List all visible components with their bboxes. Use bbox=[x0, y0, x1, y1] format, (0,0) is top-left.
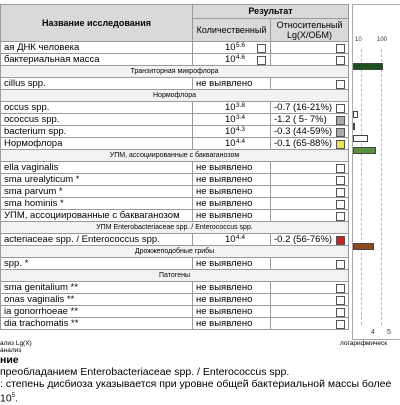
rel-cell bbox=[271, 114, 349, 126]
test-name: sma genitalium ** bbox=[1, 282, 193, 294]
section-row bbox=[1, 66, 349, 78]
quant-cell bbox=[193, 282, 271, 294]
table-row bbox=[1, 306, 349, 318]
quant-value: не выявлено bbox=[196, 186, 253, 197]
test-name: onas vaginalis ** bbox=[1, 294, 193, 306]
table-row bbox=[1, 78, 349, 90]
quant-cell bbox=[193, 318, 271, 330]
test-name: ая ДНК человека bbox=[1, 42, 193, 54]
quant-value: 10 bbox=[225, 114, 236, 125]
quant-cell bbox=[193, 114, 271, 126]
quant-value: 10 bbox=[225, 102, 236, 113]
rel-marker bbox=[336, 116, 345, 125]
rel-cell bbox=[271, 306, 349, 318]
section-row bbox=[1, 150, 349, 162]
rel-marker bbox=[336, 212, 345, 221]
rel-marker bbox=[336, 80, 345, 89]
quant-exponent: 4.3 bbox=[236, 126, 246, 133]
quant-value: 10 bbox=[225, 234, 236, 245]
quant-value: не выявлено bbox=[196, 78, 253, 89]
table-row bbox=[1, 234, 349, 246]
note-dysbiosis-end: . bbox=[15, 392, 18, 405]
test-name: ella vaginalis bbox=[1, 162, 193, 174]
quant-cell bbox=[193, 294, 271, 306]
log-chart bbox=[352, 4, 400, 340]
rel-marker bbox=[336, 164, 345, 173]
test-name: бактериальная масса bbox=[1, 54, 193, 66]
table-row bbox=[1, 114, 349, 126]
table-row bbox=[1, 126, 349, 138]
rel-marker bbox=[336, 320, 345, 329]
axis-tick-4: 4 bbox=[371, 329, 375, 336]
table-row bbox=[1, 174, 349, 186]
test-name: sma parvum * bbox=[1, 186, 193, 198]
rel-cell bbox=[271, 258, 349, 270]
section-label: Патогены bbox=[1, 270, 349, 282]
rel-cell bbox=[271, 126, 349, 138]
rel-cell bbox=[271, 294, 349, 306]
quant-marker bbox=[257, 44, 266, 53]
rel-cell bbox=[271, 54, 349, 66]
rel-marker bbox=[336, 44, 345, 53]
rel-value: -0.1 (65-88%) bbox=[274, 138, 333, 149]
rel-cell bbox=[271, 138, 349, 150]
section-row bbox=[1, 222, 349, 234]
quant-value: не выявлено bbox=[196, 198, 253, 209]
rel-marker bbox=[336, 236, 345, 245]
table-row bbox=[1, 102, 349, 114]
note-legend-line: ализ Lg(X) bbox=[0, 340, 32, 347]
quant-cell bbox=[193, 78, 271, 90]
quant-value: не выявлено bbox=[196, 306, 253, 317]
rel-cell bbox=[271, 174, 349, 186]
gridline-10 bbox=[361, 49, 362, 325]
quant-cell bbox=[193, 138, 271, 150]
table-row bbox=[1, 162, 349, 174]
rel-marker bbox=[336, 176, 345, 185]
rel-cell bbox=[271, 318, 349, 330]
note-conclusion: преобладанием Enterobacteriaceae spp. / Enterococcus spp. bbox=[0, 366, 290, 378]
note-dysbiosis-text: : степень дисбиоза указывается при уровне общей бактериальной массы более 10 bbox=[0, 378, 392, 405]
rel-value: -1.2 ( 5- 7%) bbox=[274, 114, 327, 125]
quant-cell bbox=[193, 198, 271, 210]
quant-value: не выявлено bbox=[196, 210, 253, 221]
chart-bar bbox=[353, 123, 355, 130]
scale-label-10: 10 bbox=[355, 37, 362, 43]
gridline-100 bbox=[381, 49, 382, 325]
col-header-rel-line2: Lg(X/ОБМ) bbox=[287, 30, 332, 40]
table-row bbox=[1, 282, 349, 294]
table-row bbox=[1, 294, 349, 306]
table-row bbox=[1, 318, 349, 330]
rel-cell bbox=[271, 234, 349, 246]
quant-value: не выявлено bbox=[196, 294, 253, 305]
table-row bbox=[1, 186, 349, 198]
quant-cell bbox=[193, 126, 271, 138]
section-label: УПМ, ассоциированные с бакваганозом bbox=[1, 150, 349, 162]
chart-bar bbox=[353, 243, 374, 250]
results-table bbox=[0, 4, 349, 330]
table-row bbox=[1, 210, 349, 222]
test-name: dia trachomatis ** bbox=[1, 318, 193, 330]
section-row bbox=[1, 90, 349, 102]
quant-cell bbox=[193, 174, 271, 186]
test-name: sma urealyticum * bbox=[1, 174, 193, 186]
quant-cell bbox=[193, 42, 271, 54]
quant-value: не выявлено bbox=[196, 174, 253, 185]
rel-cell bbox=[271, 186, 349, 198]
quant-cell bbox=[193, 186, 271, 198]
quant-value: 10 bbox=[225, 54, 236, 65]
quant-cell bbox=[193, 258, 271, 270]
test-name: УПМ, ассоциированные с бакваганозом bbox=[1, 210, 193, 222]
test-name: sma hominis * bbox=[1, 198, 193, 210]
rel-cell bbox=[271, 162, 349, 174]
col-header-rel-line1: Относительный bbox=[276, 20, 343, 30]
quant-value: не выявлено bbox=[196, 162, 253, 173]
rel-cell bbox=[271, 42, 349, 54]
note-heading: ние bbox=[0, 354, 19, 366]
quant-exponent: 3.4 bbox=[236, 114, 246, 121]
quant-cell bbox=[193, 306, 271, 318]
test-name: spp. * bbox=[1, 258, 193, 270]
quant-cell bbox=[193, 234, 271, 246]
quant-value: не выявлено bbox=[196, 258, 253, 269]
axis-tick-5: 5 bbox=[387, 329, 391, 336]
chart-bar bbox=[353, 147, 376, 154]
rel-marker bbox=[336, 200, 345, 209]
quant-marker bbox=[257, 56, 266, 65]
col-header-result: Результат bbox=[193, 5, 349, 19]
quant-value: не выявлено bbox=[196, 318, 253, 329]
chart-bar bbox=[353, 135, 368, 142]
rel-cell bbox=[271, 102, 349, 114]
table-row bbox=[1, 42, 349, 54]
note-dysbiosis-exp: 5 bbox=[11, 393, 16, 399]
test-name: acteriaceae spp. / Enterococcus spp. bbox=[1, 234, 193, 246]
test-name: cillus spp. bbox=[1, 78, 193, 90]
test-name: occus spp. bbox=[1, 102, 193, 114]
rel-cell bbox=[271, 210, 349, 222]
rel-marker bbox=[336, 188, 345, 197]
rel-marker bbox=[336, 104, 345, 113]
test-name: ococcus spp. bbox=[1, 114, 193, 126]
quant-exponent: 5.6 bbox=[236, 42, 246, 49]
scale-label-100: 100 bbox=[377, 37, 388, 43]
quant-cell bbox=[193, 54, 271, 66]
quant-exponent: 4.4 bbox=[236, 234, 246, 241]
rel-marker bbox=[336, 128, 345, 137]
quant-exponent: 4.4 bbox=[236, 138, 246, 145]
quant-cell bbox=[193, 162, 271, 174]
note-legend-line2: анализ bbox=[0, 347, 22, 354]
table-row bbox=[1, 54, 349, 66]
quant-exponent: 4.6 bbox=[236, 54, 246, 61]
test-name: bacterium spp. bbox=[1, 126, 193, 138]
quant-value: не выявлено bbox=[196, 282, 253, 293]
section-label: УПМ Enterobacteriaceae spp. / Enterococcus spp. bbox=[1, 222, 349, 234]
col-header-rel bbox=[271, 19, 349, 42]
rel-marker bbox=[336, 260, 345, 269]
quant-value: 10 bbox=[225, 42, 236, 53]
quant-value: 10 bbox=[225, 126, 236, 137]
rel-value: -0.2 (56-76%) bbox=[274, 234, 333, 245]
rel-marker bbox=[336, 308, 345, 317]
chart-bar bbox=[353, 63, 383, 70]
test-name: Нормофлора bbox=[1, 138, 193, 150]
section-row bbox=[1, 270, 349, 282]
quant-cell bbox=[193, 102, 271, 114]
rel-cell bbox=[271, 198, 349, 210]
note-dysbiosis bbox=[0, 378, 400, 405]
quant-cell bbox=[193, 210, 271, 222]
section-label: Нормофлора bbox=[1, 90, 349, 102]
quant-exponent: 3.8 bbox=[236, 102, 246, 109]
axis-caption: логарифмическ bbox=[340, 340, 388, 347]
rel-cell bbox=[271, 282, 349, 294]
rel-cell bbox=[271, 78, 349, 90]
test-name: ia gonorrhoeae ** bbox=[1, 306, 193, 318]
section-label: Транзиторная микрофлора bbox=[1, 66, 349, 78]
rel-value: -0.3 (44-59%) bbox=[274, 126, 333, 137]
col-header-quant: Количественный bbox=[193, 19, 271, 42]
rel-marker bbox=[336, 284, 345, 293]
rel-marker bbox=[336, 56, 345, 65]
notes-block bbox=[0, 340, 400, 405]
chart-bar bbox=[353, 111, 358, 118]
col-header-name: Название исследования bbox=[1, 5, 193, 42]
section-row bbox=[1, 246, 349, 258]
table-row bbox=[1, 258, 349, 270]
table-row bbox=[1, 198, 349, 210]
section-label: Дрожжеподобные грибы bbox=[1, 246, 349, 258]
rel-value: -0.7 (16-21%) bbox=[274, 102, 333, 113]
rel-marker bbox=[336, 140, 345, 149]
rel-marker bbox=[336, 296, 345, 305]
table-row bbox=[1, 138, 349, 150]
quant-value: 10 bbox=[225, 138, 236, 149]
